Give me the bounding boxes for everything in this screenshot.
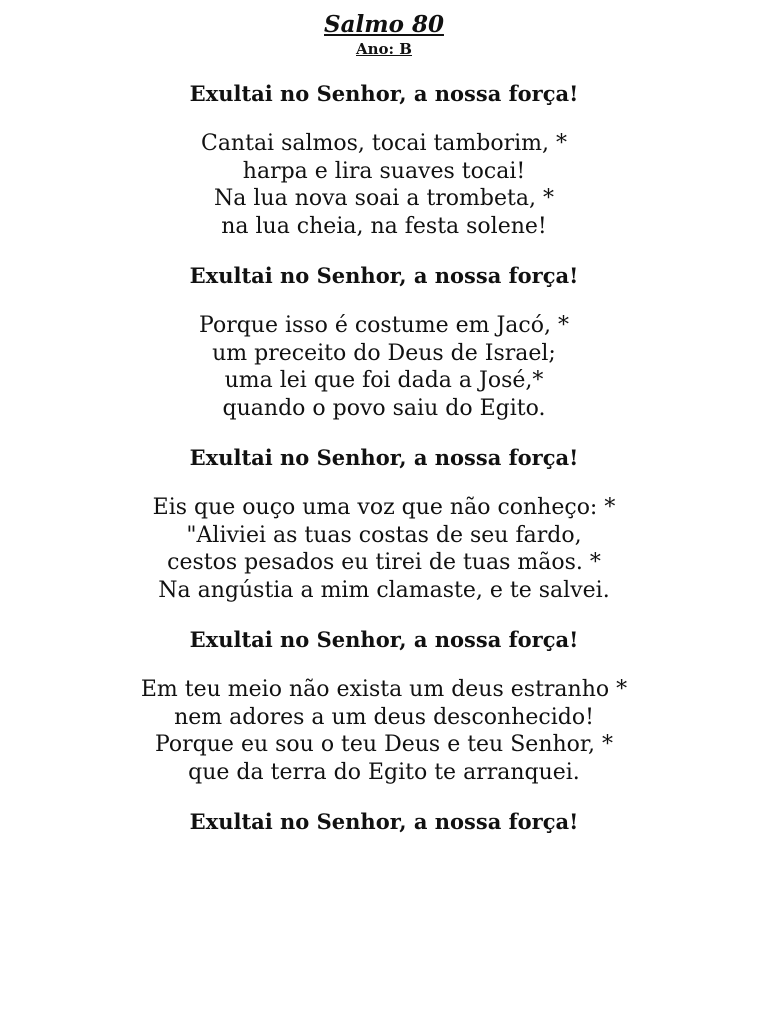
refrain: Exultai no Senhor, a nossa força! — [189, 809, 579, 834]
refrain: Exultai no Senhor, a nossa força! — [189, 81, 579, 106]
verse-line: Porque eu sou o teu Deus e teu Senhor, * — [155, 732, 613, 757]
stanza-3 — [0, 494, 768, 604]
year-subtitle: Ano: B — [356, 40, 412, 58]
verse-line: harpa e lira suaves tocai! — [242, 158, 526, 184]
verse-line: nem adores a um deus desconhecido! — [174, 704, 594, 730]
stanza-1 — [0, 130, 768, 240]
verse-line: Eis que ouço uma voz que não conheço: * — [152, 495, 616, 520]
verse-line: na lua cheia, na festa solene! — [221, 213, 547, 239]
verse-line: Na angústia a mim clamaste, e te salvei. — [158, 577, 610, 603]
verse-line: cestos pesados eu tirei de tuas mãos. * — [167, 550, 601, 575]
verse-line: uma lei que foi dada a José,* — [224, 368, 544, 393]
verse-line: Porque isso é costume em Jacó, * — [199, 313, 569, 338]
refrain: Exultai no Senhor, a nossa força! — [189, 627, 579, 652]
verse-line: Cantai salmos, tocai tamborim, * — [200, 131, 568, 156]
verse-line: quando o povo saiu do Egito. — [222, 395, 546, 421]
stanza-4 — [0, 676, 768, 786]
verse-line: Na lua nova soai a trombeta, * — [214, 186, 554, 211]
stanza-2 — [0, 312, 768, 422]
refrain: Exultai no Senhor, a nossa força! — [189, 445, 579, 470]
verse-line: um preceito do Deus de Israel; — [212, 340, 556, 366]
verse-line: Em teu meio não exista um deus estranho * — [140, 677, 628, 702]
psalm-title: Salmo 80 — [324, 11, 444, 38]
verse-line: que da terra do Egito te arranquei. — [188, 759, 580, 785]
refrain: Exultai no Senhor, a nossa força! — [189, 263, 579, 288]
verse-line: "Aliviei as tuas costas de seu fardo, — [186, 522, 582, 548]
